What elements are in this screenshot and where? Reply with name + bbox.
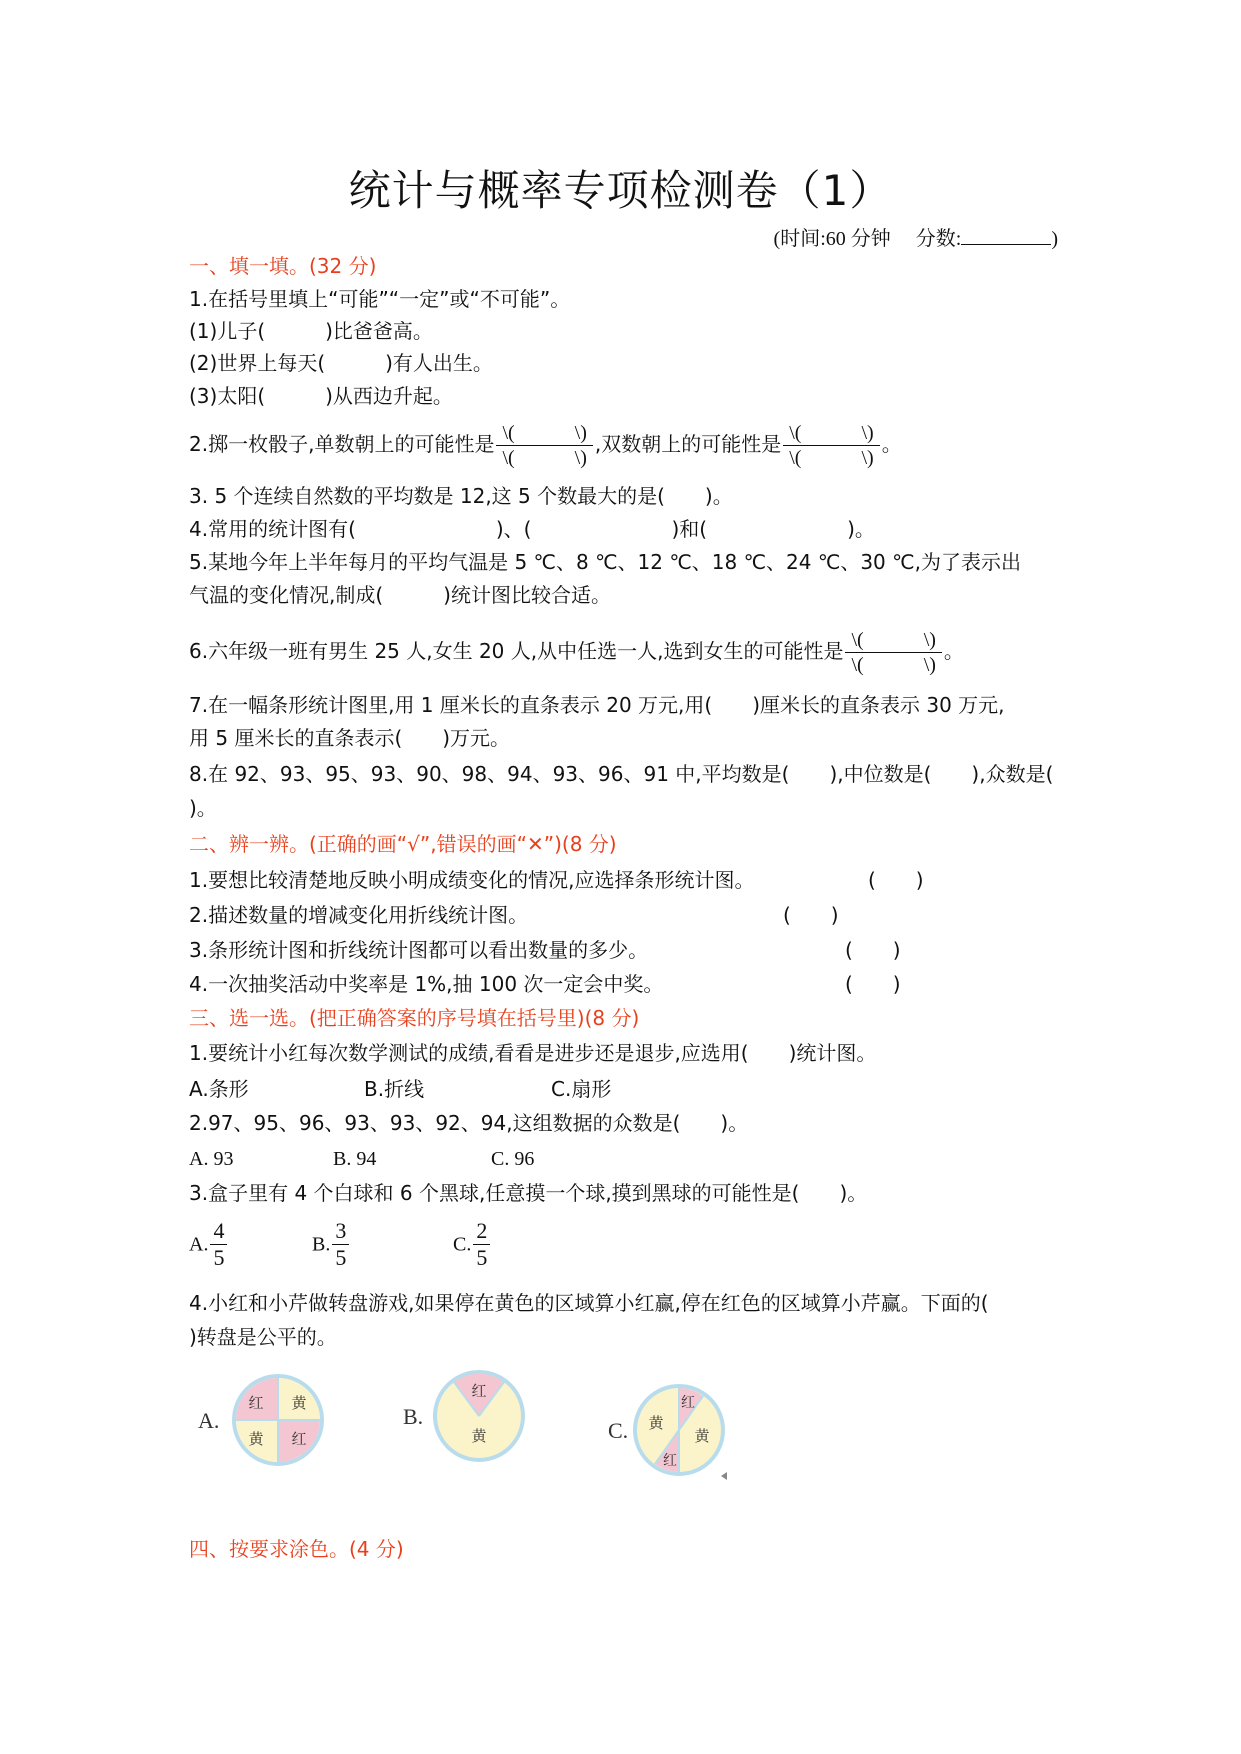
sector-label-yellow: 黄 [248,1430,264,1448]
page-title: 统计与概率专项检测卷（1） [348,166,893,215]
numerator: 2 [473,1218,490,1245]
p3-q1: 1.要统计小红每次数学测试的成绩,看看是进步还是退步,应选用( )统计图。 [189,1041,877,1065]
section-4-heading: 四、按要求涂色。(4 分) [189,1537,404,1561]
p1-q2-text-c: 。 [881,432,902,456]
p1-q2 [189,421,902,470]
p3-q3-option-b[interactable] [312,1218,349,1271]
fraction-blank-even[interactable] [783,421,879,470]
p2-q4: 4.一次抽奖活动中奖率是 1%,抽 100 次一定会中奖。 [189,972,664,996]
p2-q1: 1.要想比较清楚地反映小明成绩变化的情况,应选择条形统计图。 [189,868,755,892]
p3-q3-option-c[interactable] [453,1218,490,1271]
p2-q2-answer-paren[interactable]: ( ) [783,903,839,927]
p1-q6-text-a: 6.六年级一班有男生 25 人,女生 20 人,从中任选一人,选到女生的可能性是 [189,639,844,663]
sector-label-yellow: 黄 [471,1427,487,1445]
p1-q5-line1: 5.某地今年上半年每月的平均气温是 5 ℃、8 ℃、12 ℃、18 ℃、24 ℃、30 ℃,为了表示出 [189,550,1021,574]
p1-q8-line1: 8.在 92、93、95、93、90、98、94、93、96、91 中,平均数是( ),中位数是( ),众数是( [189,762,1054,786]
p3-q1-option-a[interactable]: A.条形 [189,1077,249,1101]
p2-q3: 3.条形统计图和折线统计图都可以看出数量的多少。 [189,938,649,962]
p2-q4-answer-paren[interactable]: ( ) [845,972,901,996]
sector-label-yellow: 黄 [291,1394,307,1412]
p1-q5-line2: 气温的变化情况,制成( )统计图比较合适。 [189,583,611,607]
frac-top: \( \) [496,421,592,446]
numerator: 3 [332,1218,349,1245]
p2-q2: 2.描述数量的增减变化用折线统计图。 [189,903,529,927]
p1-q6 [189,628,964,677]
p1-q3: 3. 5 个连续自然数的平均数是 12,这 5 个数最大的是( )。 [189,484,733,508]
spinner-c-label: C. [608,1418,629,1443]
spinner-a-label: A. [198,1408,220,1433]
time-score-line [774,222,1058,251]
spinner-c[interactable] [632,1383,726,1477]
option-fraction [332,1218,349,1271]
p1-q8-line2: )。 [189,796,217,820]
section-1-heading: 一、填一填。(32 分) [189,254,377,278]
p3-q2-option-a[interactable]: A. 93 [189,1148,234,1170]
sector-label-red: 红 [663,1453,677,1469]
sector-label-red: 红 [681,1395,695,1411]
p1-q1: 1.在括号里填上“可能”“一定”或“不可能”。 [189,287,571,311]
frac-bottom: \( \) [789,447,874,469]
p1-q1b: (2)世界上每天( )有人出生。 [189,351,493,375]
sector-label-red: 红 [471,1382,487,1400]
p3-q3-option-a[interactable] [189,1218,227,1271]
p3-q1-option-b[interactable]: B.折线 [364,1077,425,1101]
denominator: 5 [335,1245,347,1270]
fraction-blank-girls[interactable] [845,628,941,677]
p1-q6-text-b: 。 [943,639,964,663]
p1-q2-text-b: ,双数朝上的可能性是 [594,432,782,456]
p3-q2-option-b[interactable]: B. 94 [333,1148,377,1170]
section-3-heading: 三、选一选。(把正确答案的序号填在括号里)(8 分) [189,1006,640,1030]
p3-q1-option-c[interactable]: C.扇形 [551,1077,612,1101]
p3-q4-line1: 4.小红和小芹做转盘游戏,如果停在黄色的区域算小红赢,停在红色的区域算小芹赢。下面的( [189,1291,989,1315]
small-arrow-icon [721,1472,727,1480]
p1-q4: 4.常用的统计图有( )、( )和( )。 [189,517,875,541]
sector-label-yellow: 黄 [648,1414,664,1432]
p1-q1a: (1)儿子( )比爸爸高。 [189,319,433,343]
section-2-heading: 二、辨一辨。(正确的画“√”,错误的画“✕”)(8 分) [189,832,617,856]
denominator: 5 [213,1245,225,1270]
spinner-b-label: B. [403,1404,424,1429]
frac-bottom: \( \) [502,447,587,469]
option-label: C. [453,1233,472,1256]
p1-q1c: (3)太阳( )从西边升起。 [189,384,453,408]
sector-label-red: 红 [291,1430,307,1448]
p2-q3-answer-paren[interactable]: ( ) [845,938,901,962]
option-label: B. [312,1233,331,1256]
sector-label-yellow: 黄 [694,1427,710,1445]
option-fraction [210,1218,227,1271]
numerator: 4 [210,1218,227,1245]
p1-q7-line2: 用 5 厘米长的直条表示( )万元。 [189,726,511,750]
p3-q2-option-c[interactable]: C. 96 [491,1148,535,1170]
p3-q3: 3.盒子里有 4 个白球和 6 个黑球,任意摸一个球,摸到黑球的可能性是( )。 [189,1181,868,1205]
spinner-a[interactable] [231,1373,325,1467]
frac-top: \( \) [783,421,879,446]
time-score-prefix: (时间:60 分钟 分数: [773,228,962,250]
p2-q1-answer-paren[interactable]: ( ) [868,868,924,892]
sector-label-red: 红 [248,1394,264,1412]
p3-q4-line2: )转盘是公平的。 [189,1325,337,1349]
p3-q2: 2.97、95、96、93、93、92、94,这组数据的众数是( )。 [189,1111,749,1135]
option-fraction [473,1218,490,1271]
p1-q7-line1: 7.在一幅条形统计图里,用 1 厘米长的直条表示 20 万元,用( )厘米长的直条表示 30 万元, [189,693,1005,717]
denominator: 5 [476,1245,488,1270]
frac-bottom: \( \) [851,654,936,676]
frac-top: \( \) [845,628,941,653]
score-blank[interactable] [961,226,1051,245]
p1-q2-text-a: 2.掷一枚骰子,单数朝上的可能性是 [189,432,495,456]
time-score-suffix: ) [1051,228,1058,250]
fraction-blank-odd[interactable] [496,421,592,470]
option-label: A. [189,1233,209,1256]
spinner-b[interactable] [432,1369,526,1463]
